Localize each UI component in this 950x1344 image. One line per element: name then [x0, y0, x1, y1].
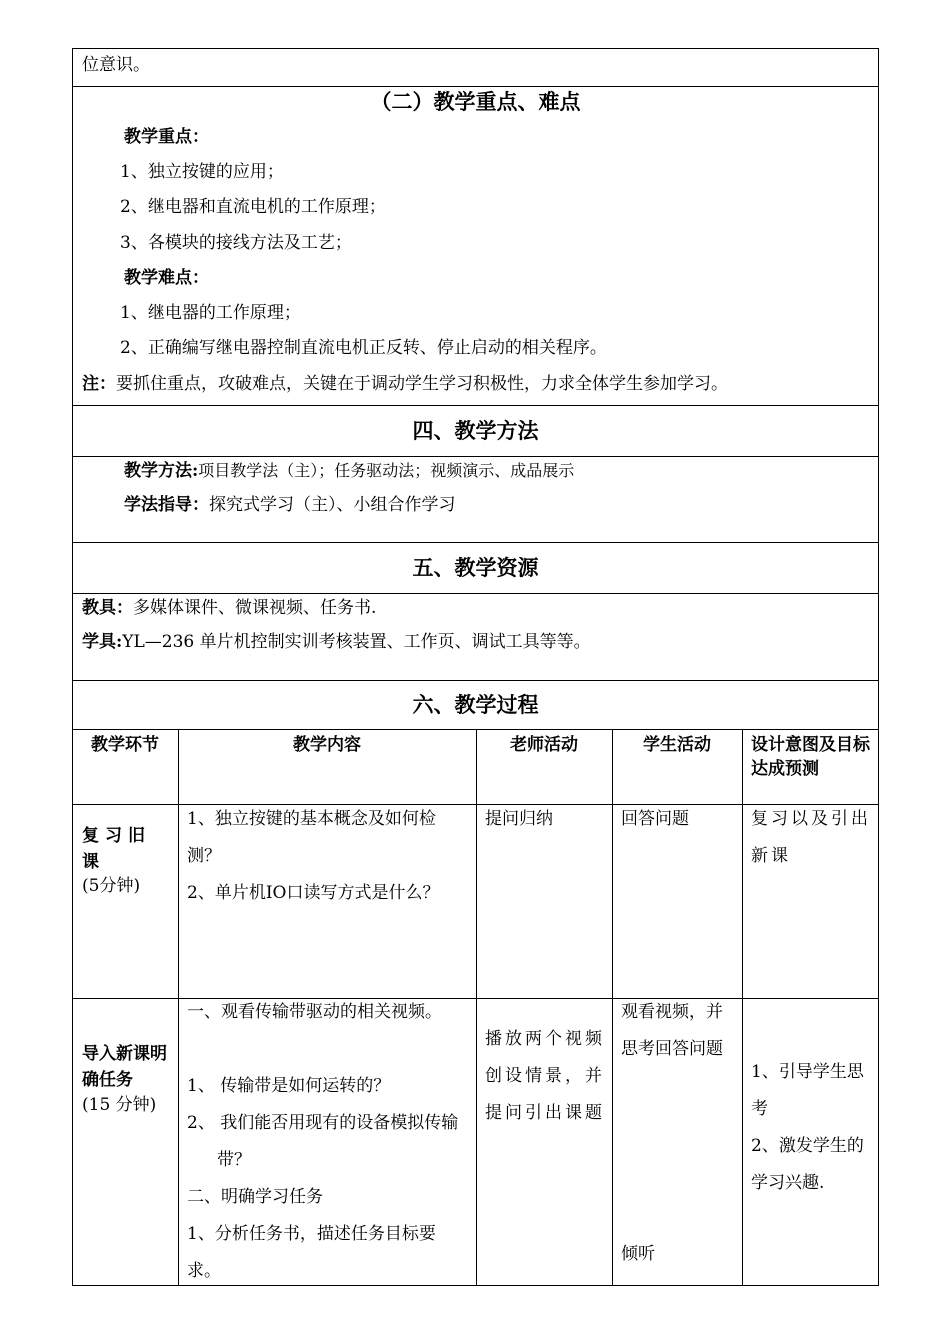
row1-time: (5分钟) — [82, 876, 141, 896]
row2-student: 观看视频，并思考回答问题 — [621, 1002, 723, 1059]
difficult-point-item: 2、正确编写继电器控制直流电机正反转、停止启动的相关程序。 — [120, 338, 607, 358]
lesson-plan-table — [72, 48, 879, 1286]
key-point-item: 3、各模块的接线方法及工艺； — [120, 233, 352, 253]
row2-content-item: 2、 我们能否用现有的设备模拟传输带？ — [187, 1113, 459, 1170]
note-label: 注： — [82, 374, 116, 394]
row2-intent-item: 2、激发学生的学习兴趣. — [751, 1136, 864, 1193]
learning-tools-label: 学具: — [82, 632, 123, 652]
difficult-points-label: 教学难点： — [124, 268, 209, 288]
key-point-item: 1、独立按键的应用； — [120, 162, 284, 182]
difficult-point-item: 1、继电器的工作原理； — [120, 303, 301, 323]
learning-guide-text: 探究式学习（主）、小组合作学习 — [209, 495, 456, 515]
teaching-tools-text: 多媒体课件、微课视频、任务书. — [133, 598, 377, 618]
row-divider — [73, 456, 878, 457]
section-title-resources: 五、教学资源 — [412, 555, 539, 580]
row-divider — [73, 542, 878, 543]
section-title-key-points: （二）教学重点、难点 — [370, 89, 581, 114]
teaching-tools-line — [82, 598, 376, 618]
header-teacher: 老师活动 — [510, 735, 578, 755]
note-text: 要抓住重点，攻破难点，关键在于调动学生学习积极性，力求全体学生参加学习。 — [116, 374, 728, 394]
row1-student: 回答问题 — [621, 809, 689, 829]
row1-content-item: 2、单片机IO口读写方式是什么？ — [187, 883, 440, 903]
row2-student-listen: 倾听 — [621, 1244, 655, 1264]
col-divider — [742, 729, 743, 1286]
row2-content-item: 二、明确学习任务 — [187, 1187, 323, 1207]
teaching-method-line — [124, 461, 574, 481]
teaching-method-label: 教学方法: — [124, 461, 199, 481]
teaching-method-text: 项目教学法（主）；任务驱动法；视频演示、成品展示 — [198, 461, 575, 480]
row2-content-item: 1、分析任务书，描述任务目标要求。 — [187, 1224, 436, 1281]
continued-text: 位意识。 — [82, 55, 150, 75]
row2-content-item: 1、 传输带是如何运转的？ — [187, 1076, 391, 1096]
row-divider — [73, 405, 878, 406]
row-divider — [73, 593, 878, 594]
row1-stage: 复习旧课 — [82, 826, 151, 872]
row2-teacher: 播放两个视频创设情景，并提问引出课题 — [485, 1029, 605, 1123]
row-divider — [73, 680, 878, 681]
col-divider — [476, 729, 477, 1286]
key-point-item: 2、继电器和直流电机的工作原理； — [120, 197, 386, 217]
row-divider — [73, 86, 878, 87]
section-title-process: 六、教学过程 — [412, 692, 539, 717]
section-title-methods: 四、教学方法 — [412, 418, 539, 443]
learning-guide-label: 学法指导： — [124, 495, 209, 515]
row1-intent: 复习以及引出新课 — [751, 809, 871, 866]
col-divider — [612, 729, 613, 1286]
teaching-tools-label: 教具： — [82, 598, 133, 618]
note-line — [82, 374, 728, 394]
key-points-label: 教学重点： — [124, 127, 209, 147]
header-stage: 教学环节 — [91, 735, 159, 755]
header-content: 教学内容 — [293, 735, 361, 755]
row2-time: (15 分钟) — [82, 1095, 157, 1115]
row1-content-item: 1、独立按键的基本概念及如何检测？ — [187, 809, 436, 866]
header-student: 学生活动 — [643, 735, 711, 755]
row2-stage: 导入新课明确任务 — [82, 1044, 167, 1090]
row1-teacher: 提问归纳 — [485, 809, 553, 829]
row2-content-item: 一、观看传输带驱动的相关视频。 — [187, 1002, 442, 1022]
learning-guide-line — [124, 495, 456, 515]
row2-intent-item: 1、引导学生思考 — [751, 1062, 864, 1119]
learning-tools-line — [82, 632, 591, 652]
header-intent: 设计意图及目标达成预测 — [751, 735, 870, 779]
learning-tools-text: YL—236 单片机控制实训考核装置、工作页、调试工具等等。 — [122, 632, 591, 652]
col-divider — [178, 729, 179, 1286]
